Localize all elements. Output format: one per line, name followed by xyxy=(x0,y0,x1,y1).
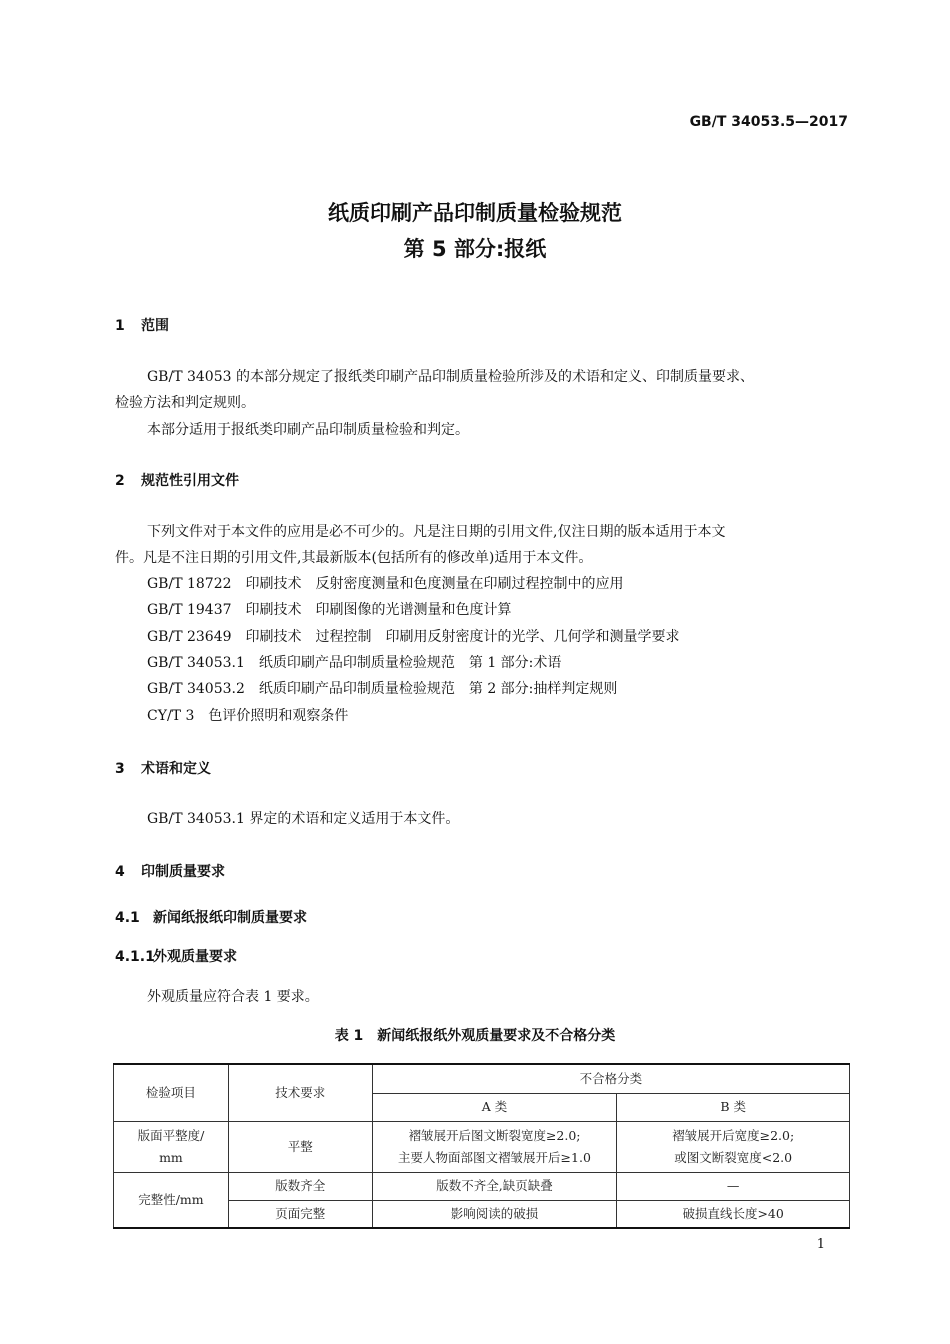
table-row xyxy=(114,1172,850,1200)
paragraph: GB/T 34053.1 界定的术语和定义适用于本文件。 xyxy=(147,811,460,827)
table-cell: 平整 xyxy=(228,1121,372,1172)
section-3-heading xyxy=(115,758,211,778)
header-requirement: 技术要求 xyxy=(228,1064,372,1121)
cell-line: mm xyxy=(159,1149,183,1165)
table-cell: 页面完整 xyxy=(228,1200,372,1228)
section-number: 3 xyxy=(115,761,125,777)
header-item: 检验项目 xyxy=(114,1064,229,1121)
header-class-a: A 类 xyxy=(372,1093,617,1121)
section-4-1-1-heading xyxy=(115,946,237,966)
reference-item: GB/T 34053.1 纸质印刷产品印制质量检验规范 第 1 部分:术语 xyxy=(147,655,562,671)
section-number: 4 xyxy=(115,864,125,880)
table-cell: 影响阅读的破损 xyxy=(372,1200,617,1228)
reference-item: GB/T 34053.2 纸质印刷产品印制质量检验规范 第 2 部分:抽样判定规则 xyxy=(147,681,618,697)
section-title: 术语和定义 xyxy=(141,761,211,777)
cell-line: 主要人物面部图文褶皱展开后≥1.0 xyxy=(398,1149,591,1165)
section-4-heading xyxy=(115,861,225,881)
section-1-heading xyxy=(115,315,169,335)
table-cell: 破损直线长度>40 xyxy=(617,1200,850,1228)
table-cell: — xyxy=(617,1172,850,1200)
paragraph: 下列文件对于本文件的应用是必不可少的。凡是注日期的引用文件,仅注日期的版本适用于本文 xyxy=(147,524,726,540)
header-class-b: B 类 xyxy=(617,1093,850,1121)
table-cell xyxy=(617,1121,850,1172)
quality-requirements-table xyxy=(113,1063,850,1229)
section-title: 印制质量要求 xyxy=(141,864,225,880)
reference-item: GB/T 18722 印刷技术 反射密度测量和色度测量在印刷过程控制中的应用 xyxy=(147,576,624,592)
page-number: 1 xyxy=(816,1237,825,1252)
section-4-1-heading xyxy=(115,907,307,927)
paragraph: 本部分适用于报纸类印刷产品印制质量检验和判定。 xyxy=(147,422,469,438)
paragraph: 外观质量应符合表 1 要求。 xyxy=(147,989,319,1005)
paragraph: 检验方法和判定规则。 xyxy=(115,395,255,411)
reference-item: GB/T 19437 印刷技术 印刷图像的光谱测量和色度计算 xyxy=(147,602,512,618)
section-number: 2 xyxy=(115,473,125,489)
header-nonconformity: 不合格分类 xyxy=(372,1064,849,1093)
table-cell: 版数不齐全,缺页缺叠 xyxy=(372,1172,617,1200)
section-number: 1 xyxy=(115,318,125,334)
table-caption: 表 1 新闻纸报纸外观质量要求及不合格分类 xyxy=(334,1028,616,1044)
cell-line: 版面平整度/ xyxy=(137,1127,205,1143)
cell-line: 褶皱展开后宽度≥2.0; xyxy=(672,1127,795,1143)
table-cell: 完整性/mm xyxy=(114,1172,229,1228)
section-title: 范围 xyxy=(141,318,169,334)
section-title: 外观质量要求 xyxy=(153,949,237,965)
table-cell xyxy=(114,1121,229,1172)
section-2-heading xyxy=(115,470,239,490)
standard-number: GB/T 34053.5—2017 xyxy=(689,114,848,130)
paragraph: GB/T 34053 的本部分规定了报纸类印刷产品印制质量检验所涉及的术语和定义、印制质量要求、 xyxy=(147,369,754,385)
table-cell xyxy=(372,1121,617,1172)
section-number: 4.1 xyxy=(115,910,140,926)
document-subtitle: 第 5 部分:报纸 xyxy=(403,237,547,261)
document-title: 纸质印刷产品印制质量检验规范 xyxy=(328,201,622,225)
cell-line: 褶皱展开后图文断裂宽度≥2.0; xyxy=(408,1127,581,1143)
table-cell: 版数齐全 xyxy=(228,1172,372,1200)
table-row xyxy=(114,1121,850,1172)
cell-line: 或图文断裂宽度<2.0 xyxy=(674,1149,793,1165)
reference-item: GB/T 23649 印刷技术 过程控制 印刷用反射密度计的光学、几何学和测量学要求 xyxy=(147,629,680,645)
section-title: 规范性引用文件 xyxy=(141,473,239,489)
reference-item: CY/T 3 色评价照明和观察条件 xyxy=(147,708,349,724)
paragraph: 件。凡是不注日期的引用文件,其最新版本(包括所有的修改单)适用于本文件。 xyxy=(115,550,593,566)
table-header-row xyxy=(114,1064,850,1093)
section-title: 新闻纸报纸印制质量要求 xyxy=(153,910,307,926)
section-number: 4.1.1 xyxy=(115,949,155,965)
